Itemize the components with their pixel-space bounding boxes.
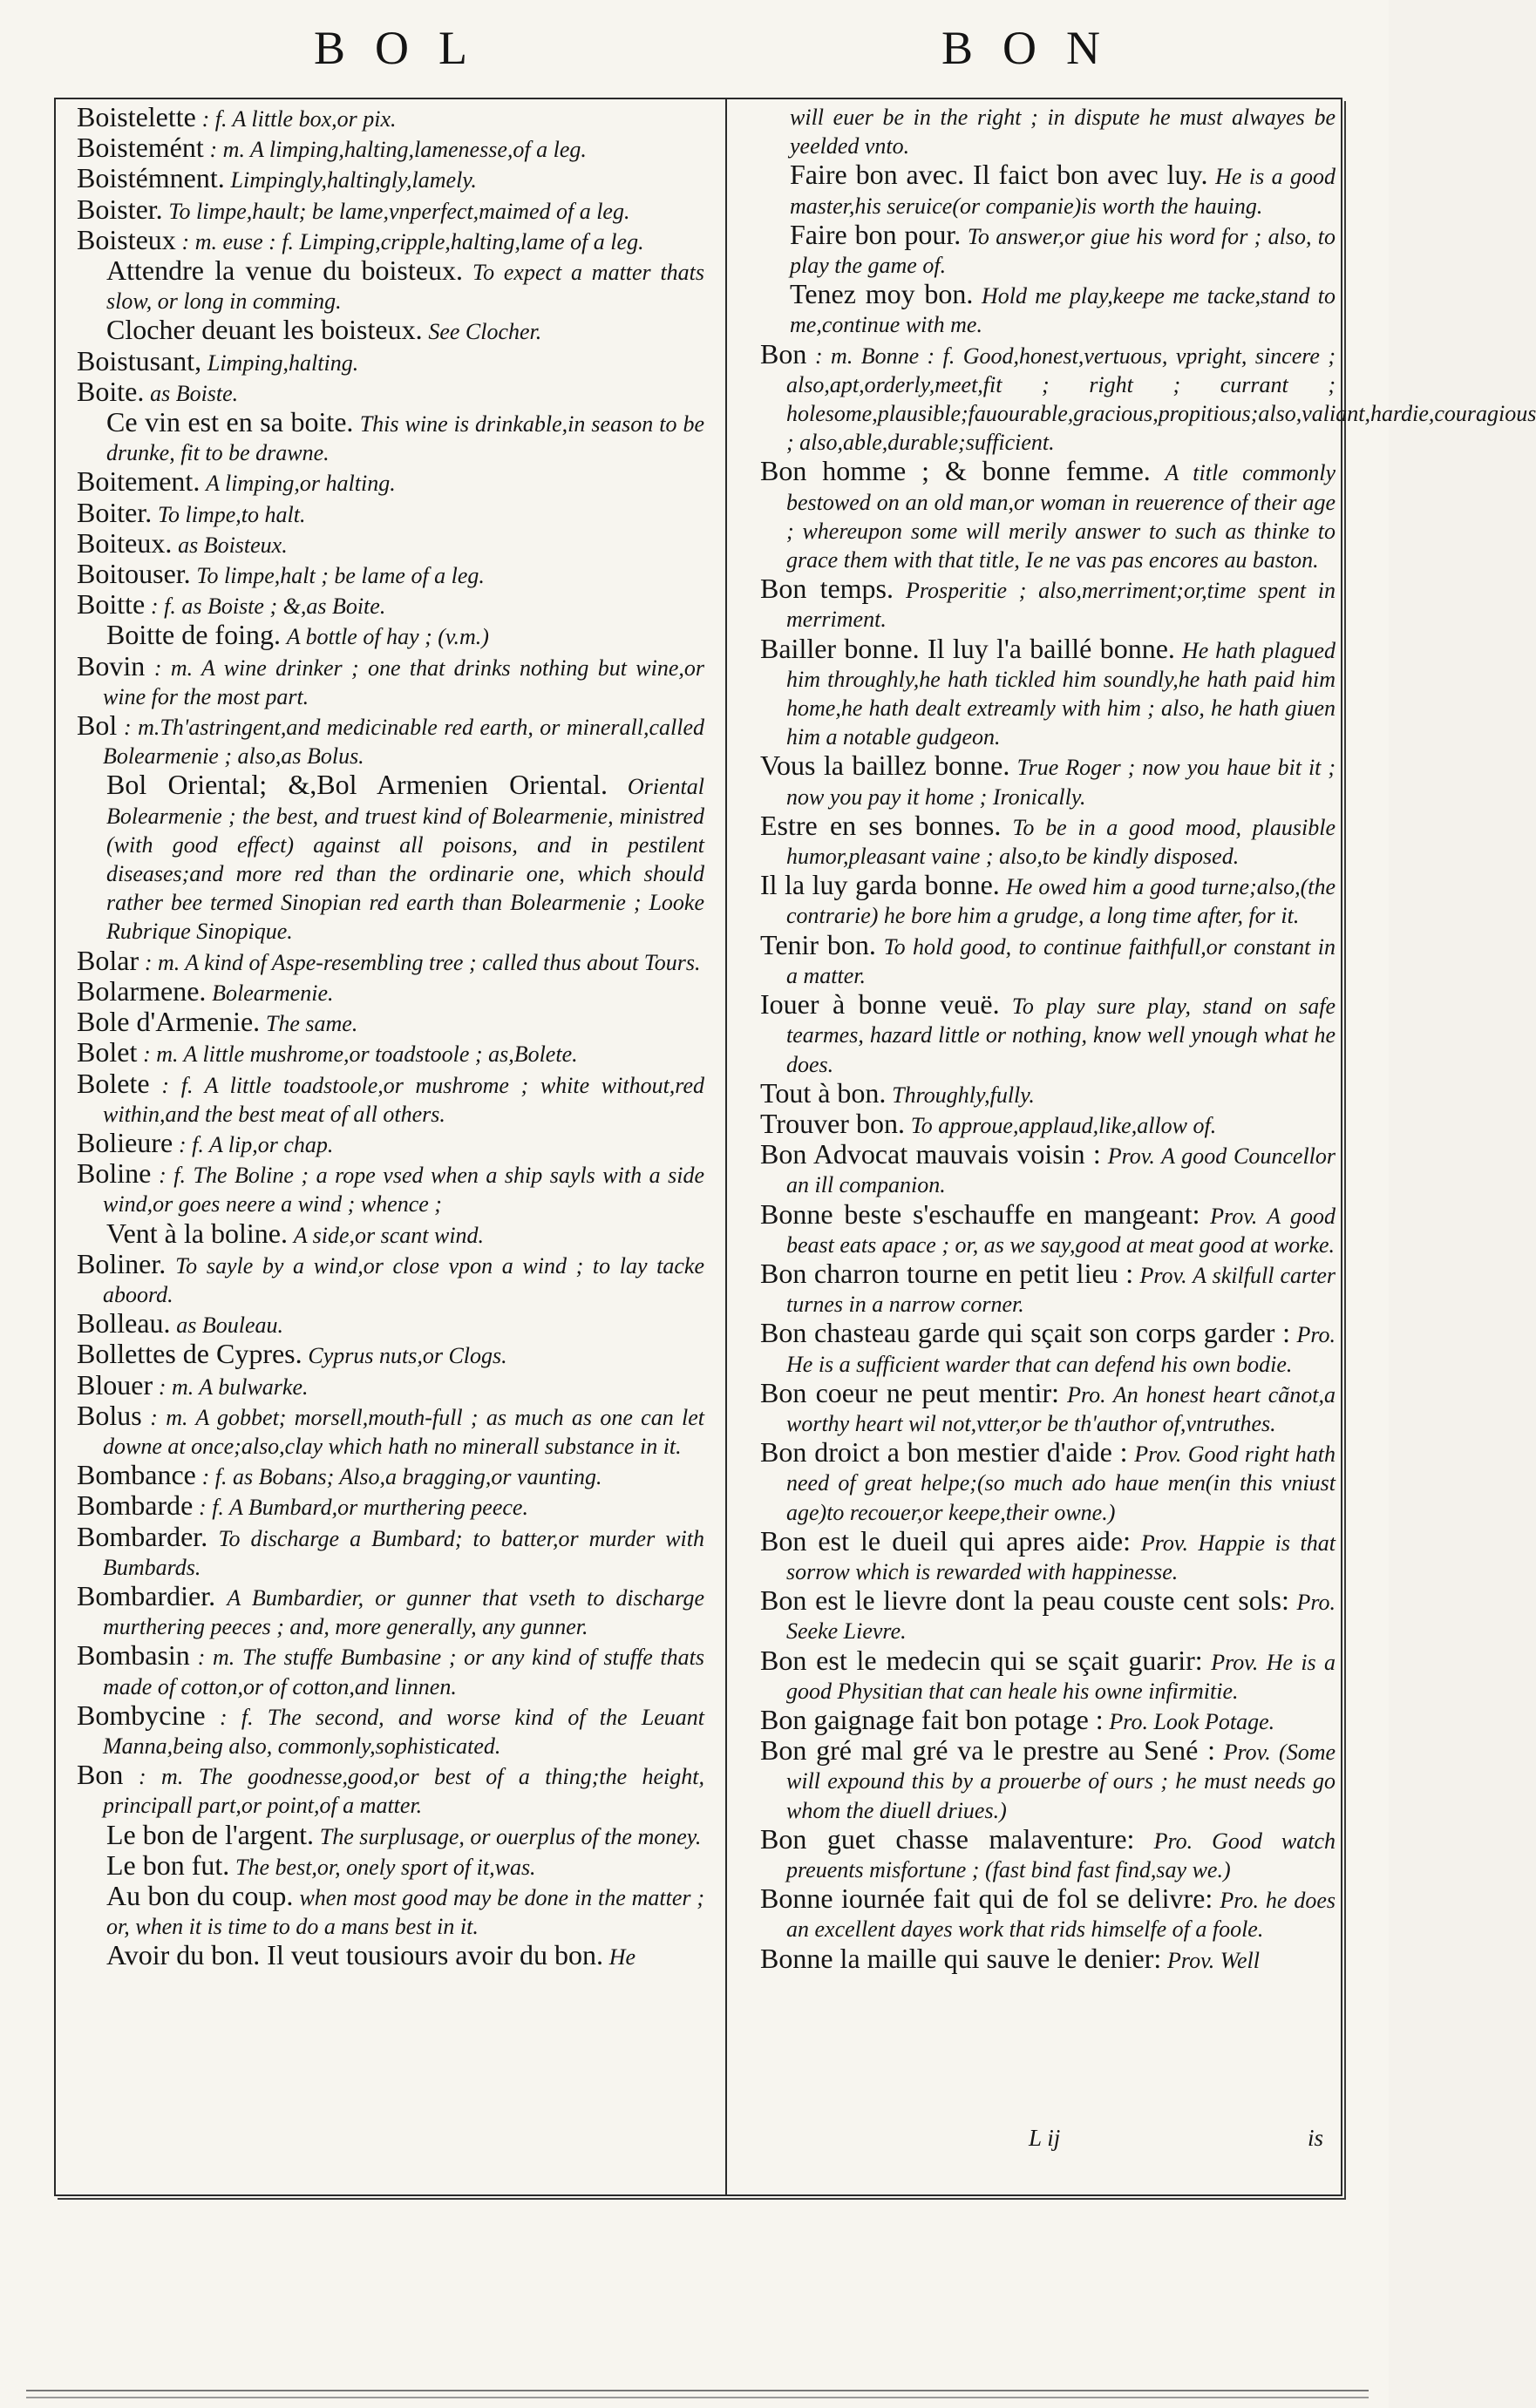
bottom-rule xyxy=(26,2390,1369,2391)
entry-headword: Iouer à bonne veuë. xyxy=(760,988,1000,1021)
entry-gloss: : m. The goodnesse,good,or best of a thing;the height, principall part,or point,of a matter. xyxy=(103,1764,704,1819)
entry-headword: Bon Advocat mauvais voisin : xyxy=(760,1138,1101,1170)
dictionary-entry xyxy=(760,1319,1336,1378)
entry-headword: Blouer xyxy=(77,1368,153,1401)
entry-headword: Bon gré mal gré va le prestre au Sené : xyxy=(760,1734,1216,1767)
entry-headword: Au bon du coup. xyxy=(106,1879,294,1911)
dictionary-entry xyxy=(760,1259,1336,1319)
entry-headword: Bole d'Armenie. xyxy=(77,1006,261,1038)
dictionary-entry xyxy=(77,974,704,1007)
entry-headword: Boistémnent. xyxy=(77,162,225,194)
entry-gloss: He hath plagued him throughly,he hath tickled him soundly,he hath paid him home,he hath dealt extreamly with him ; also, he hath giuen him a notable gudgeon. xyxy=(786,637,1336,750)
entry-headword: Le bon de l'argent. xyxy=(106,1818,314,1850)
dictionary-entry xyxy=(77,1368,704,1401)
dictionary-entry xyxy=(760,1884,1336,1943)
entry-gloss: will euer be in the right ; in dispute he must alwayes be yeelded vnto. xyxy=(790,105,1336,159)
entry-headword: Bolieure xyxy=(77,1126,173,1158)
entry-headword: Trouver bon. xyxy=(760,1107,905,1139)
dictionary-entry xyxy=(77,1491,704,1522)
left-column xyxy=(77,103,704,1972)
dictionary-entry xyxy=(760,811,1336,871)
entry-headword: Bon droict a bon mestier d'aide : xyxy=(760,1436,1128,1469)
header-left-word: BOL xyxy=(314,22,497,74)
entry-gloss: : m. Bonne : f. Good,honest,vertuous, vpright, sincere ; also,apt,orderly,meet,fit ; right ; currant ; holesome,plausible;fauourable,gracious,propitious;also,valiant,hardie,couragious ; also,able,durable;sufficient. xyxy=(786,343,1536,456)
entry-headword: Bon xyxy=(77,1759,124,1791)
entry-headword: Le bon fut. xyxy=(106,1848,230,1881)
dictionary-entry xyxy=(77,1879,705,1941)
dictionary-entry xyxy=(760,1438,1336,1527)
dictionary-entry xyxy=(760,1703,1336,1736)
entry-gloss: He is a good master,his seruice(or companie)is worth the hauing. xyxy=(790,164,1336,219)
dictionary-entry xyxy=(760,220,1336,280)
entry-gloss: : m. The stuffe Bumbasine ; or any kind of stuffe thats made of cotton,or of cotton,and linnen. xyxy=(103,1645,704,1699)
dictionary-entry xyxy=(77,1309,704,1340)
entry-headword: Bailler bonne. Il luy l'a baillé bonne. xyxy=(760,632,1175,664)
entry-gloss: A Bumbardier, or gunner that vseth to discharge murthering peeces ; and, more generally, any gunner. xyxy=(103,1584,704,1640)
dictionary-entry xyxy=(760,1586,1336,1645)
dictionary-entry xyxy=(77,467,704,498)
entry-gloss: To discharge a Bumbard; to batter,or murder with Bumbards. xyxy=(103,1525,704,1580)
dictionary-entry xyxy=(77,377,704,408)
entry-headword: Bon coeur ne peut mentir: xyxy=(760,1376,1060,1408)
entry-gloss: as Bouleau. xyxy=(176,1313,284,1339)
entry-headword: Estre en ses bonnes. xyxy=(760,809,1002,841)
entry-headword: Bon xyxy=(760,337,807,370)
entry-headword: Bombance xyxy=(77,1459,196,1491)
entry-gloss: A title commonly bestowed on an old man,or woman in reuerence of their age ; whereupon some will merily answer to such as thinke to grace them with that title, Ie ne vas pas encores au baston. xyxy=(786,460,1336,573)
dictionary-entry xyxy=(760,280,1336,339)
dictionary-entry xyxy=(77,1461,704,1491)
entry-gloss: The best,or, onely sport of it,was. xyxy=(235,1854,536,1880)
dictionary-entry xyxy=(760,1944,1336,1975)
dictionary-entry xyxy=(760,990,1336,1079)
dictionary-entry xyxy=(760,574,1336,634)
entry-headword: Bon temps. xyxy=(760,573,894,605)
entry-gloss: Pro. he does an excellent dayes work that rids himselfe of a foole. xyxy=(786,1888,1336,1943)
entry-headword: Faire bon pour. xyxy=(790,218,962,250)
entry-gloss: True Roger ; now you haue bit it ; now you pay it home ; Ironically. xyxy=(786,755,1336,810)
entry-gloss: Prov. He is a good Physitian that can heale his owne infirmitie. xyxy=(786,1649,1336,1704)
entry-gloss: Cyprus nuts,or Clogs. xyxy=(308,1343,507,1369)
entry-headword: Vous la baillez bonne. xyxy=(760,750,1010,782)
entry-headword: Boistelette xyxy=(77,101,196,132)
entry-gloss: Bolearmenie. xyxy=(212,980,334,1006)
entry-headword: Bon homme ; & bonne femme. xyxy=(760,455,1151,487)
entry-gloss: To answer,or giue his word for ; also, to play the game of. xyxy=(790,223,1336,279)
dictionary-entry xyxy=(77,770,704,946)
dictionary-entry xyxy=(760,1736,1336,1825)
entry-gloss: The same. xyxy=(265,1011,358,1037)
entry-headword: Bon gaignage fait bon potage : xyxy=(760,1703,1104,1735)
entry-headword: Bolleau. xyxy=(77,1307,171,1340)
entry-headword: Boistusant, xyxy=(77,344,202,376)
entry-gloss: : m. euse : f. Limping,cripple,halting,lame of a leg. xyxy=(181,228,644,254)
bottom-rule xyxy=(26,2397,1369,2398)
entry-gloss: Prov. A good Councellor an ill companion. xyxy=(786,1143,1336,1198)
entry-gloss: : f. A Bumbard,or murthering peece. xyxy=(199,1495,528,1521)
entry-gloss: : m.Th'astringent,and medicinable red earth, or minerall,called Bolearmenie ; also,as Bolus. xyxy=(103,715,705,770)
entry-gloss: To hold good, to continue faithfull,or constant in a matter. xyxy=(786,933,1336,988)
entry-gloss: See Clocher. xyxy=(428,319,542,345)
entry-headword: Bon chasteau garde qui sçait son corps garder : xyxy=(760,1317,1291,1349)
entry-gloss: Pro. Seeke Lievre. xyxy=(786,1590,1336,1645)
entry-headword: Bombycine xyxy=(77,1699,206,1731)
entry-gloss: This wine is drinkable,in season to be drunke, fit to be drawne. xyxy=(106,411,705,466)
dictionary-entry xyxy=(77,526,704,560)
dictionary-entry xyxy=(77,1159,704,1218)
dictionary-entry xyxy=(77,621,704,651)
dictionary-entry xyxy=(760,337,1536,458)
dictionary-entry xyxy=(77,711,704,770)
entry-gloss: Pro. Look Potage. xyxy=(1109,1708,1275,1734)
dictionary-entry xyxy=(77,133,704,164)
entry-headword: Bon guet chasse malaventure: xyxy=(760,1822,1135,1855)
entry-gloss: : f. A little box,or pix. xyxy=(201,106,397,132)
dictionary-entry xyxy=(77,1520,704,1582)
entry-gloss: To expect a matter thats slow, or long in comming. xyxy=(106,260,705,315)
dictionary-entry xyxy=(77,1701,704,1760)
header-right-word: BON xyxy=(941,22,1131,74)
dictionary-entry xyxy=(760,1109,1336,1140)
entry-headword: Tenir bon. xyxy=(760,928,876,960)
entry-headword: Ce vin est en sa boite. xyxy=(106,406,354,438)
entry-gloss: He xyxy=(608,1944,636,1970)
entry-headword: Bolus xyxy=(77,1399,142,1431)
entry-headword: Bonne beste s'eschauffe en mangeant: xyxy=(760,1197,1200,1230)
entry-gloss: To limpe,halt ; be lame of a leg. xyxy=(196,563,485,589)
entry-headword: Tout à bon. xyxy=(760,1076,887,1109)
dictionary-entry xyxy=(760,1524,1336,1586)
catchword: is xyxy=(1308,2125,1324,2151)
entry-gloss: Prov. (Some will expound this by a prouerbe of ours ; he must needs go whom the diuell driues.) xyxy=(786,1740,1336,1823)
dictionary-entry xyxy=(77,344,704,377)
dictionary-entry xyxy=(760,1646,1336,1706)
dictionary-entry xyxy=(77,1219,704,1250)
entry-headword: Bolet xyxy=(77,1036,138,1068)
entry-headword: Bolarmene. xyxy=(77,974,207,1007)
entry-headword: Bollettes de Cypres. xyxy=(77,1338,302,1370)
entry-gloss: To sayle by a wind,or close vpon a wind ; to lay tacke aboord. xyxy=(103,1252,704,1307)
dictionary-entry xyxy=(77,223,704,256)
entry-gloss: : f. The second, and worse kind of the Leuant Manna,being also, commonly,sophisticated. xyxy=(103,1704,704,1759)
dictionary-entry xyxy=(77,1340,704,1370)
entry-gloss: To approue,applaud,like,allow of. xyxy=(910,1112,1217,1138)
entry-gloss: Limpingly,haltingly,lamely. xyxy=(230,167,477,193)
entry-headword: Boitte xyxy=(77,588,146,621)
dictionary-entry xyxy=(760,457,1336,574)
dictionary-entry xyxy=(77,649,705,711)
dictionary-entry xyxy=(77,408,704,467)
dictionary-entry xyxy=(77,1941,704,1971)
dictionary-entry xyxy=(77,1641,704,1700)
dictionary-entry xyxy=(760,1376,1336,1438)
dictionary-entry xyxy=(760,1076,1336,1109)
entry-headword: Bonne iournée fait qui de fol se delivre: xyxy=(760,1882,1213,1915)
entry-headword: Vent à la boline. xyxy=(106,1217,288,1249)
entry-gloss: A bottle of hay ; (v.m.) xyxy=(286,624,489,650)
entry-headword: Boister. xyxy=(77,193,163,225)
entry-gloss: Prov. Good right hath need of great helpe;(so much ado haue men(in this vniust age)to recouer,or keepe,their owne.) xyxy=(786,1441,1336,1525)
entry-gloss: Hold me play,keepe me tacke,stand to me,continue with me. xyxy=(790,283,1336,338)
entry-gloss: : f. A lip,or chap. xyxy=(178,1131,334,1157)
dictionary-entry xyxy=(760,1140,1336,1199)
entry-gloss: : m. A little mushrome,or toadstoole ; as,Bolete. xyxy=(143,1041,578,1068)
entry-gloss: Prov. Well xyxy=(1167,1947,1260,1973)
entry-gloss: : f. as Boiste ; &,as Boite. xyxy=(150,594,386,620)
dictionary-entry xyxy=(77,103,704,133)
dictionary-entry xyxy=(760,871,1336,930)
entry-gloss: A limping,or halting. xyxy=(206,471,396,497)
entry-gloss: : f. A little toadstoole,or mushrome ; white without,red within,and the best meat of all others. xyxy=(103,1072,704,1127)
entry-gloss: as Boiste. xyxy=(150,380,239,406)
entry-gloss: Prosperitie ; also,merriment;or,time spent in merriment. xyxy=(786,578,1336,633)
entry-headword: Bon charron tourne en petit lieu : xyxy=(760,1257,1134,1289)
entry-gloss: : m. A wine drinker ; one that drinks nothing but wine,or wine for the most part. xyxy=(103,655,705,709)
dictionary-entry xyxy=(77,1401,704,1461)
entry-headword: Bolar xyxy=(77,944,139,976)
column-divider xyxy=(725,98,727,2196)
entry-headword: Boitouser. xyxy=(77,558,191,590)
entry-headword: Boiter. xyxy=(77,496,153,528)
entry-gloss: : m. A bulwarke. xyxy=(158,1374,309,1400)
entry-gloss: Prov. A skilfull carter turnes in a narrow corner. xyxy=(786,1262,1336,1318)
entry-headword: Bombarde xyxy=(77,1489,194,1522)
entry-headword: Attendre la venue du boisteux. xyxy=(106,254,463,287)
entry-gloss: To be in a good mood, plausible humor,pleasant vaine ; also,to be kindly disposed. xyxy=(786,814,1336,870)
dictionary-entry xyxy=(77,1247,704,1309)
entry-gloss: To limpe,hault; be lame,vnperfect,maimed of a leg. xyxy=(168,198,630,224)
dictionary-entry xyxy=(77,195,704,226)
entry-headword: Boiteux. xyxy=(77,526,173,559)
entry-headword: Bovin xyxy=(77,649,146,682)
dictionary-entry xyxy=(77,164,704,194)
entry-gloss: A side,or scant wind. xyxy=(293,1222,485,1248)
entry-gloss: when most good may be done in the matter ; or, when it is time to do a mans best in it. xyxy=(106,1884,705,1940)
dictionary-entry xyxy=(77,590,704,621)
entry-gloss: Prov. Happie is that sorrow which is rewarded with happinesse. xyxy=(786,1530,1336,1584)
entry-headword: Bombasin xyxy=(77,1639,190,1672)
dictionary-entry xyxy=(77,1818,704,1851)
entry-headword: Bombarder. xyxy=(77,1520,208,1552)
dictionary-entry xyxy=(760,1822,1336,1884)
entry-gloss: Oriental Bolearmenie ; the best, and truest kind of Bolearmenie, ministred (with good effect) against all poisons, and in pestilent diseases;and more red than the ordinarie one, which should rather bee termed Sinopian red earth than Bolearmenie ; Looke Rubrique Sinopique. xyxy=(106,774,704,945)
entry-headword: Bon est le medecin qui se sçait guarir: xyxy=(760,1644,1203,1676)
entry-gloss: Pro. He is a sufficient warder that can defend his own bodie. xyxy=(786,1322,1336,1377)
entry-gloss: To limpe,to halt. xyxy=(157,501,306,527)
entry-headword: Bolete xyxy=(77,1067,150,1099)
dictionary-entry xyxy=(77,496,704,529)
entry-gloss: Pro. Good watch preuents misfortune ; (fast bind fast find,say we.) xyxy=(786,1828,1336,1882)
entry-gloss: Prov. A good beast eats apace ; or, as we say,good at meat good at worke. xyxy=(786,1203,1336,1258)
entry-headword: Boliner. xyxy=(77,1247,167,1279)
dictionary-entry xyxy=(77,560,704,590)
entry-headword: Bombardier. xyxy=(77,1579,216,1611)
dictionary-entry xyxy=(77,1848,704,1882)
entry-gloss: : f. as Bobans; Also,a bragging,or vaunting. xyxy=(201,1464,602,1490)
dictionary-entry xyxy=(77,256,704,315)
dictionary-entry xyxy=(77,315,704,346)
dictionary-entry xyxy=(760,103,1336,160)
entry-headword: Boitte de foing. xyxy=(106,619,281,651)
entry-headword: Bol Oriental; &,Bol Armenien Oriental. xyxy=(106,769,608,801)
entry-gloss: : m. A kind of Aspe-resembling tree ; called thus about Tours. xyxy=(144,949,701,975)
entry-headword: Boline xyxy=(77,1157,152,1190)
signature-mark: L ij xyxy=(1029,2125,1061,2151)
dictionary-entry xyxy=(77,946,704,977)
running-header xyxy=(61,16,1342,85)
entry-gloss: He owed him a good turne;also,(the contrarie) he bore him a grudge, a long time after, for it. xyxy=(786,874,1336,929)
entry-gloss: : m. A limping,halting,lamenesse,of a leg. xyxy=(209,137,587,163)
entry-gloss: : f. The Boline ; a rope vsed when a ship sayls with a side wind,or goes neere a wind ; whence ; xyxy=(103,1163,704,1218)
entry-headword: Faire bon avec. Il faict bon avec luy. xyxy=(790,159,1208,191)
dictionary-entry xyxy=(77,1038,704,1068)
dictionary-entry xyxy=(760,160,1336,220)
dictionary-entry xyxy=(77,1579,704,1641)
entry-gloss: : m. A gobbet; morsell,mouth-full ; as much as one can let downe at once;also,clay which hath no minerall substance in it. xyxy=(103,1404,705,1459)
dictionary-entry xyxy=(77,1069,704,1129)
entry-headword: Boitement. xyxy=(77,465,200,498)
entry-headword: Bol xyxy=(77,709,118,742)
entry-headword: Clocher deuant les boisteux. xyxy=(106,314,423,346)
dictionary-entry xyxy=(760,751,1336,811)
entry-headword: Bon est le dueil qui apres aide: xyxy=(760,1524,1131,1557)
dictionary-entry xyxy=(77,1007,704,1038)
entry-headword: Bon est le lievre dont la peau couste cent sols: xyxy=(760,1584,1289,1617)
dictionary-entry xyxy=(77,1126,704,1159)
right-column xyxy=(760,103,1536,1975)
entry-headword: Boite. xyxy=(77,375,145,407)
entry-headword: Boistemént xyxy=(77,132,204,164)
entry-gloss: Pro. An honest heart cãnot,a worthy heart wil not,vtter,or be th'author of,vntruthes. xyxy=(786,1381,1336,1436)
entry-gloss: as Boisteux. xyxy=(178,532,288,558)
entry-headword: Boisteux xyxy=(77,223,176,255)
entry-gloss: Limping,halting. xyxy=(207,349,359,376)
entry-headword: Avoir du bon. Il veut tousiours avoir du bon. xyxy=(106,1939,604,1971)
entry-headword: Bonne la maille qui sauve le denier: xyxy=(760,1942,1162,1974)
entry-gloss: To play sure play, stand on safe tearmes, hazard little or nothing, know well ynough what he does. xyxy=(786,994,1336,1077)
entry-gloss: The surplusage, or ouerplus of the money. xyxy=(319,1823,702,1849)
dictionary-entry xyxy=(77,1760,704,1820)
dictionary-entry xyxy=(760,928,1336,990)
dictionary-entry xyxy=(760,1197,1336,1259)
entry-headword: Il la luy garda bonne. xyxy=(760,869,1000,901)
entry-gloss: Throughly,fully. xyxy=(892,1082,1035,1108)
dictionary-entry xyxy=(760,634,1336,752)
entry-headword: Tenez moy bon. xyxy=(790,278,974,310)
